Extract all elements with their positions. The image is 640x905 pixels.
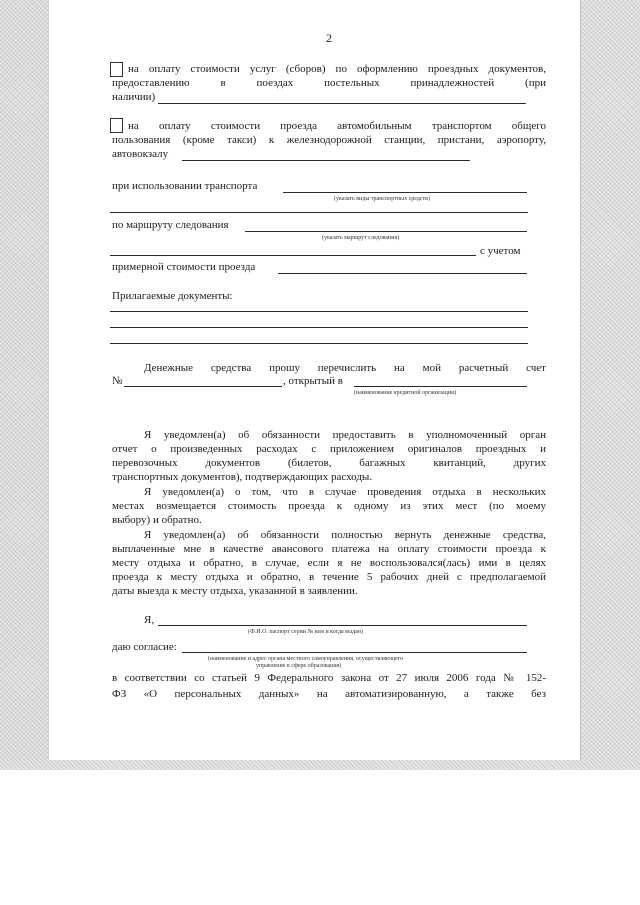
opened-in-label: , открытый в (283, 375, 343, 387)
cost-label: примерной стоимости проезда (112, 261, 256, 273)
full-name-field[interactable] (158, 625, 527, 626)
option1-fill-line[interactable] (158, 103, 526, 104)
scan-left-margin (0, 0, 48, 770)
account-number-prefix: № (112, 375, 123, 387)
scan-bottom-edge (0, 760, 640, 770)
scan-right-margin (581, 0, 640, 770)
notice3-line3: месту отдыха и обратно, в случае, если я не воспользовался(лась) ими в целях (112, 557, 546, 569)
attachments-label: Прилагаемые документы: (112, 290, 233, 302)
route-caption: (указать маршрут следования) (322, 235, 400, 241)
notice3-line2: выплаченные мне в качестве авансового платежа на оплату стоимости проезда к (112, 543, 546, 555)
notice3-line1: Я уведомлен(а) об обязанности полностью вернуть денежные средства, (144, 529, 546, 541)
transport-field[interactable] (283, 192, 527, 193)
attachments-line-3[interactable] (110, 343, 528, 344)
attachments-line-1[interactable] (110, 311, 528, 312)
option2-line2: пользования (кроме такси) к железнодорожной станции, пристани, аэропорту, (112, 134, 546, 146)
notice1-line1: Я уведомлен(а) об обязанности предоставить в уполномоченный орган (144, 429, 546, 441)
notice2-line2: местах возмещается стоимость проезда к одному из этих мест (по моему (112, 500, 546, 512)
transport-field-2[interactable] (110, 212, 528, 213)
option2-fill-line[interactable] (182, 160, 470, 161)
bank-name-field[interactable] (354, 386, 527, 387)
route-label: по маршруту следования (112, 219, 229, 231)
page-number: 2 (326, 31, 332, 45)
authority-field[interactable] (182, 652, 527, 653)
payment-line1: Денежные средства прошу перечислить на мой расчетный счет (144, 362, 546, 374)
route-field-2[interactable] (110, 255, 476, 256)
authority-caption-1: (наименование и адрес органа местного самоуправления, осуществляющего (208, 656, 404, 662)
account-number-field[interactable] (124, 386, 282, 387)
transport-label: при использовании транспорта (112, 180, 258, 192)
i-label: Я, (144, 614, 155, 626)
notice3-line5: даты выезда к месту отдыха, указанной в заявлении. (112, 585, 358, 597)
option2-line1: на оплату стоимости проезда автомобильным транспортом общего (128, 120, 546, 132)
option-road-transport-checkbox[interactable] (110, 118, 123, 133)
option1-line2: предоставлению в поездах постельных принадлежностей (при (112, 77, 546, 89)
cost-field[interactable] (278, 273, 527, 274)
notice2-line1: Я уведомлен(а) о том, что в случае проведения отдыха в нескольких (144, 486, 546, 498)
notice1-line2: отчет о произведенных расходах с приложением оригиналов проездных и (112, 443, 546, 455)
full-name-caption: (Ф.И.О. паспорт серии № кем и когда выдан) (248, 629, 363, 635)
law-line2: ФЗ «О персональных данных» на автоматизированную, а также без (112, 688, 546, 700)
option1-line3: наличии) (112, 91, 156, 103)
notice3-line4: проезда к месту отдыха и обратно, в течение 5 рабочих дней с предполагаемой (112, 571, 546, 583)
law-line1: в соответствии со статьей 9 Федерального закона от 27 июля 2006 года № 152- (112, 672, 546, 684)
option1-line1: на оплату стоимости услуг (сборов) по оформлению проездных документов, (128, 63, 546, 75)
route-field[interactable] (245, 231, 527, 232)
option2-line3: автовокзалу (112, 148, 169, 160)
bank-caption: (наименование кредитной организации) (354, 390, 457, 396)
attachments-line-2[interactable] (110, 327, 528, 328)
notice1-line3: перевозочных документов (билетов, багажных квитанций, других (112, 457, 546, 469)
agree-label: даю согласие: (112, 641, 177, 653)
notice1-line4: транспортных документов), подтверждающих расходы. (112, 471, 373, 483)
authority-caption-2: управление в сфере образования) (256, 663, 342, 669)
accounting-suffix: с учетом (480, 245, 521, 257)
notice2-line3: выбору) и обратно. (112, 514, 202, 526)
transport-caption: (указать виды транспортных средств) (334, 196, 430, 202)
option-booking-fees-checkbox[interactable] (110, 62, 123, 77)
